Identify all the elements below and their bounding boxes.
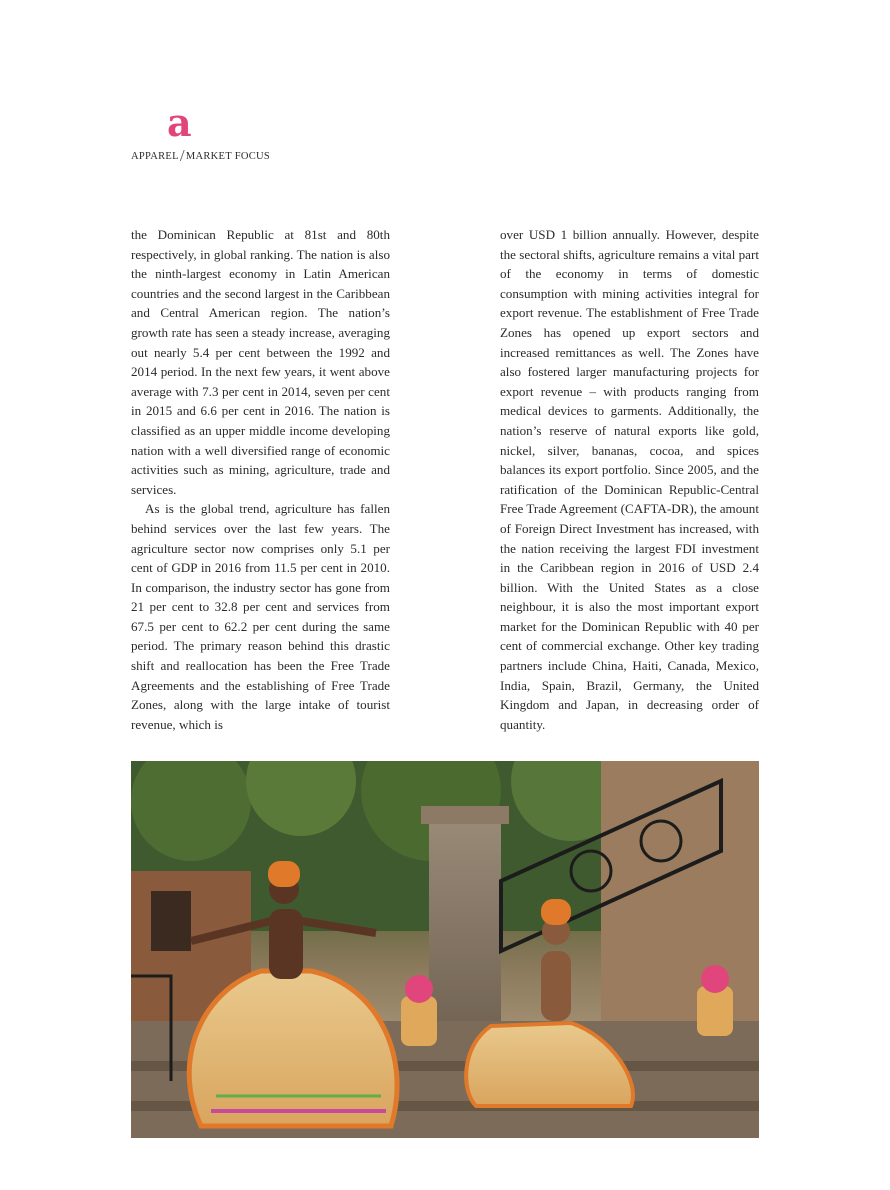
article-column-right <box>500 225 759 734</box>
section-label <box>131 144 270 164</box>
article-paragraph: the Dominican Republic at 81st and 80th respectively, in global ranking. The nation is also the ninth-largest economy in Latin American countries and the second largest in the Caribbean and Central American region. The nation’s growth rate has seen a steady increase, averaging out nearly 5.4 per cent between the 1992 and 2014 period. In the next few years, it went above average with 7.3 per cent in 2014, seven per cent in 2015 and 6.6 per cent in 2016. The nation is classified as an upper middle income developing nation with a well diversified range of economic activities such as mining, agriculture, trade and services. <box>131 227 390 497</box>
apparel-logo: a <box>167 100 192 145</box>
section-label-apparel: APPAREL <box>131 151 179 162</box>
article-paragraph: over USD 1 billion annually. However, despite the sectoral shifts, agriculture remains a vital part of the economy in terms of domestic consumption with mining activities integral for export revenue. The establishment of Free Trade Zones has opened up export sectors and increased remittances as well. The Zones have also fostered larger manufacturing projects for export revenue – with products ranging from medical devices to garments. Additionally, the nation’s reserve of natural exports like gold, nickel, silver, bananas, cocoa, and spices balances its export portfolio. Since 2005, and the ratification of the Dominican Republic-Central Free Trade Agreement (CAFTA-DR), the amount of Foreign Direct Investment has increased, with the nation receiving the largest FDI investment in the Caribbean region in 2016 of USD 2.4 billion. With the United States as a close neighbour, it is also the most important export market for the Dominican Republic with 40 per cent of commercial exchange. Other key trading partners include China, Haiti, Canada, Mexico, India, Spain, Brazil, Germany, the United Kingdom and Japan, in decreasing order of quantity. <box>500 227 759 732</box>
section-header <box>131 100 331 165</box>
section-separator: / <box>179 146 185 165</box>
article-column-left <box>131 225 390 734</box>
article-paragraph: As is the global trend, agriculture has fallen behind services over the last few years. The agriculture sector now comprises only 5.1 per cent of GDP in 2016 from 11.5 per cent in 2010. In comparison, the industry sector has gone from 21 per cent to 32.8 per cent and services from 67.5 per cent to 62.2 per cent during the same period. The primary reason behind this drastic shift and reallocation has been the Free Trade Agreements and the establishing of Free Trade Zones, along with the large intake of tourist revenue, which is <box>131 501 390 732</box>
dancers-photo-illustration <box>131 761 759 1138</box>
section-label-market-focus: MARKET FOCUS <box>185 151 271 162</box>
dancers-photo <box>131 761 759 1138</box>
